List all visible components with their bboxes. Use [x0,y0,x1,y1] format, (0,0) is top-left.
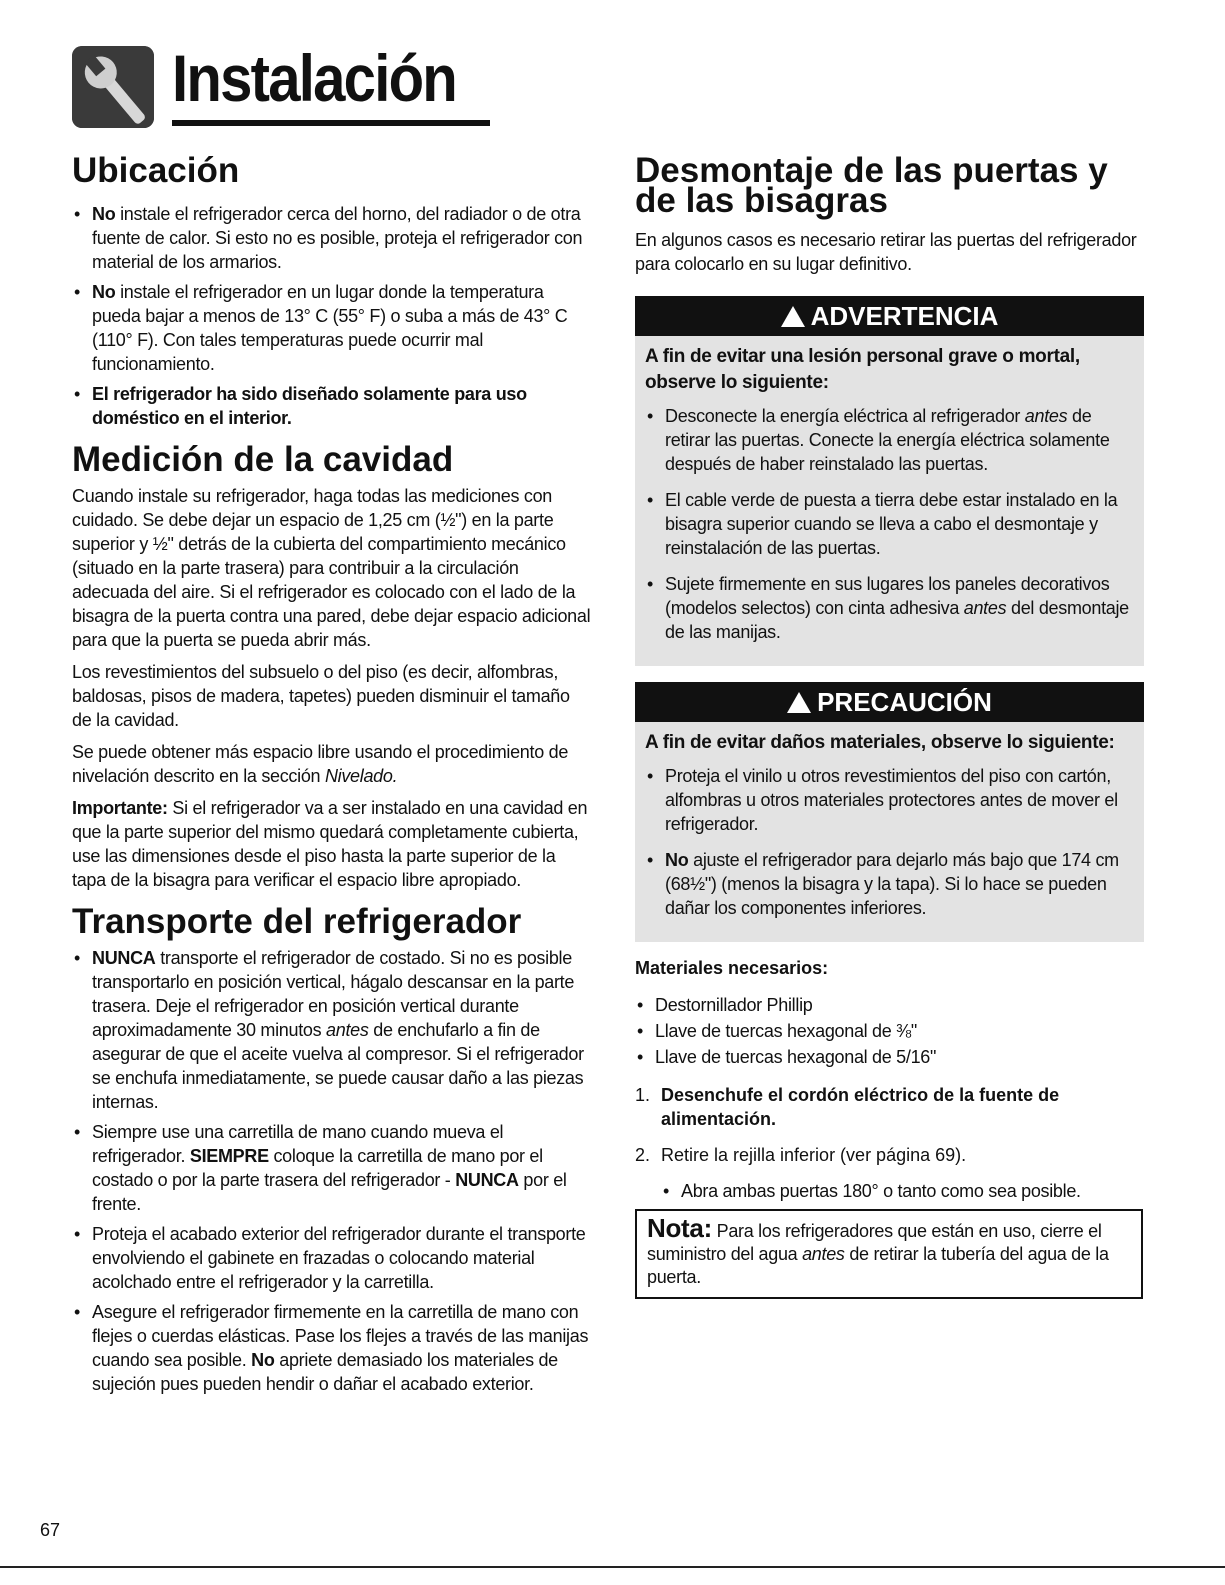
caution-box [635,682,1144,942]
text: de enchufarlo a fin de asegurar de que el aceite vuelva al compresor. Si el refrigerador se enchufa inmediatamente, se puede causar daño a las piezas internas. [92,1020,584,1112]
text: de retirar la tubería del agua de la puerta. [647,1244,1109,1287]
step-item [635,1083,1155,1131]
warning-triangle-icon [781,306,805,327]
paragraph: Cuando instale su refrigerador, haga todas las mediciones con cuidado. Se debe dejar un espacio de 1,25 cm (½") en la parte superior y ½" detrás de la cubierta del compartimiento mecánico (situado en la parte trasera) para contribuir a la circulación adecuada del aire. Si el refrigerador es colocado con el lado de la bisagra de la puerta contra una pared, debe dejar espacio adicional para que la puerta se pueda abrir más. [72,486,591,650]
step-item [635,1143,1155,1167]
heading-line: de las bisagras [635,181,888,220]
bold-text: No [92,282,116,302]
text: Si el refrigerador va a ser instalado en una cavidad en que la parte superior del mismo quedará completamente cubierta, use las dimensiones desde el piso hasta la parte superior de la tapa de la bisagra para verificar el espacio libre apropiado. [72,798,588,890]
title-underline [172,120,490,126]
list-item: • Proteja el vinilo u otros revestimientos del piso con cartón, alfombras u otros materiales protectores antes de mover el refrigerador. [645,764,1134,836]
text: del desmontaje de las manijas. [665,598,1129,642]
italic-text: antes [802,1244,845,1264]
caution-lead: A fin de evitar daños materiales, observe lo siguiente: [645,732,1115,753]
item-text: instale el refrigerador en un lugar donde la temperatura pueda bajar a menos de 13° C (55° F) o suba a más de 43° C (110° F). Con tales temperaturas puede ocurrir mal funcionamiento. [92,282,568,374]
bold-text: Importante: [72,798,168,818]
materials-heading: Materiales necesarios: [635,958,829,978]
text: Desconecte la energía eléctrica al refrigerador [665,406,1025,426]
ubicacion-list [72,202,592,430]
bold-text: NUNCA [455,1170,519,1190]
list-item [72,1300,592,1396]
steps-list [635,1083,1155,1167]
text: por el frente. [92,1170,567,1214]
warning-box [635,296,1144,666]
transporte-list [72,946,592,1396]
list-item: • Llave de tuercas hexagonal de 5/16" [635,1045,1155,1069]
list-item [72,946,592,1114]
sub-list [635,1179,1155,1203]
italic-text: antes [326,1020,369,1040]
text: Siempre use una carretilla de mano cuando mueva el refrigerador. [92,1122,504,1166]
list-item [645,848,1134,920]
note-label: Nota: [647,1213,712,1243]
text: coloque la carretilla de mano por el costado o por la parte trasera del refrigerador - [92,1146,543,1190]
heading-ubicacion: Ubicación [72,151,240,190]
step-number: 2. [635,1145,651,1165]
text: ajuste el refrigerador para dejarlo más bajo que 174 cm (68½") (menos la bisagra y la tapa). Si lo hace se pueden dañar los componentes inferiores. [665,850,1119,918]
bottom-rule [0,1566,1225,1568]
bold-text: NUNCA [92,948,156,968]
bold-text: No [665,850,689,870]
list-item [72,280,592,376]
page-number: 67 [40,1520,61,1540]
heading-transporte: Transporte del refrigerador [72,902,522,941]
bold-text: SIEMPRE [189,1146,269,1166]
text: apriete demasiado los materiales de sujeción pues pueden hendir o dañar el acabado exterior. [92,1350,558,1394]
step-number: 1. [635,1085,651,1105]
warning-lead: A fin de evitar una lesión personal grave o mortal, observe lo siguiente: [645,346,1080,393]
text: Se puede obtener más espacio libre usando el procedimiento de nivelación descrito en la sección [72,742,569,786]
caution-title-bar [635,682,1144,722]
warning-title: ADVERTENCIA [810,301,999,331]
warning-list [635,400,1144,644]
note-box [635,1209,1143,1299]
right-column [635,150,1155,1299]
bold-text: El refrigerador ha sido diseñado solamente para uso doméstico en el interior. [92,384,527,428]
text: transporte el refrigerador de costado. Si no es posible transportarlo en posición vertical, hágalo descansar en la parte trasera. Deje el refrigerador en posición vertical durante aproximadamente 30 minutos [92,948,575,1040]
list-item [645,404,1134,476]
wrench-icon [72,46,154,128]
italic-text: Nivelado. [324,766,398,786]
bold-text: No [251,1350,275,1370]
list-item: • El cable verde de puesta a tierra debe estar instalado en la bisagra superior cuando se lleva a cabo el desmontaje y reinstalación de las puertas. [645,488,1134,560]
paragraph: En algunos casos es necesario retirar las puertas del refrigerador para colocarlo en su lugar definitivo. [635,230,1137,274]
page-header [72,38,457,138]
list-item [72,1120,592,1216]
italic-text: antes [1024,406,1068,426]
heading-medicion: Medición de la cavidad [72,440,454,479]
list-item: • Destornillador Phillip [635,993,1155,1017]
text: Para los refrigeradores que están en uso, cierre el suministro del agua [647,1221,1102,1264]
list-item [645,572,1134,644]
warning-title-bar [635,296,1144,336]
list-item: • Proteja el acabado exterior del refrigerador durante el transporte envolviendo el gabinete en frazadas o colocando material acolchado entre el refrigerador y la carretilla. [72,1222,592,1294]
text: de retirar las puertas. Conecte la energía eléctrica solamente después de haber reinstalado las puertas. [665,406,1110,474]
page-title: Instalación [172,41,457,115]
caution-list [635,760,1144,920]
warning-triangle-icon [787,692,811,713]
text: Asegure el refrigerador firmemente en la carretilla de mano con flejes o cuerdas elásticas. Pase los flejes a través de las manijas cuando sea posible. [92,1302,589,1370]
paragraph: Los revestimientos del subsuelo o del piso (es decir, alfombras, baldosas, pisos de madera, tapetes) pueden disminuir el tamaño de la cavidad. [72,662,570,730]
heading-line: Desmontaje de las puertas y [635,151,1108,190]
list-item [72,202,592,274]
bold-text: No [92,204,116,224]
list-item: • Llave de tuercas hexagonal de ⅜" [635,1019,1155,1043]
paragraph [72,796,592,892]
item-text: instale el refrigerador cerca del horno, del radiador o de otra fuente de calor. Si esto no es posible, proteja el refrigerador con material de los armarios. [92,204,583,272]
text: Sujete firmemente en sus lugares los paneles decorativos (modelos selectos) con cinta adhesiva [665,574,1110,618]
heading-desmontaje [635,151,1155,220]
materials-list [635,993,1155,1069]
paragraph [72,740,592,788]
list-item [72,382,592,430]
list-item: • Abra ambas puertas 180° o tanto como sea posible. [661,1179,1155,1203]
step-text: Retire la rejilla inferior (ver página 69). [661,1145,967,1165]
step-text: Desenchufe el cordón eléctrico de la fuente de alimentación. [661,1085,1060,1129]
italic-text: antes [963,598,1007,618]
caution-title: PRECAUCIÓN [817,687,992,717]
left-column [72,150,592,1402]
